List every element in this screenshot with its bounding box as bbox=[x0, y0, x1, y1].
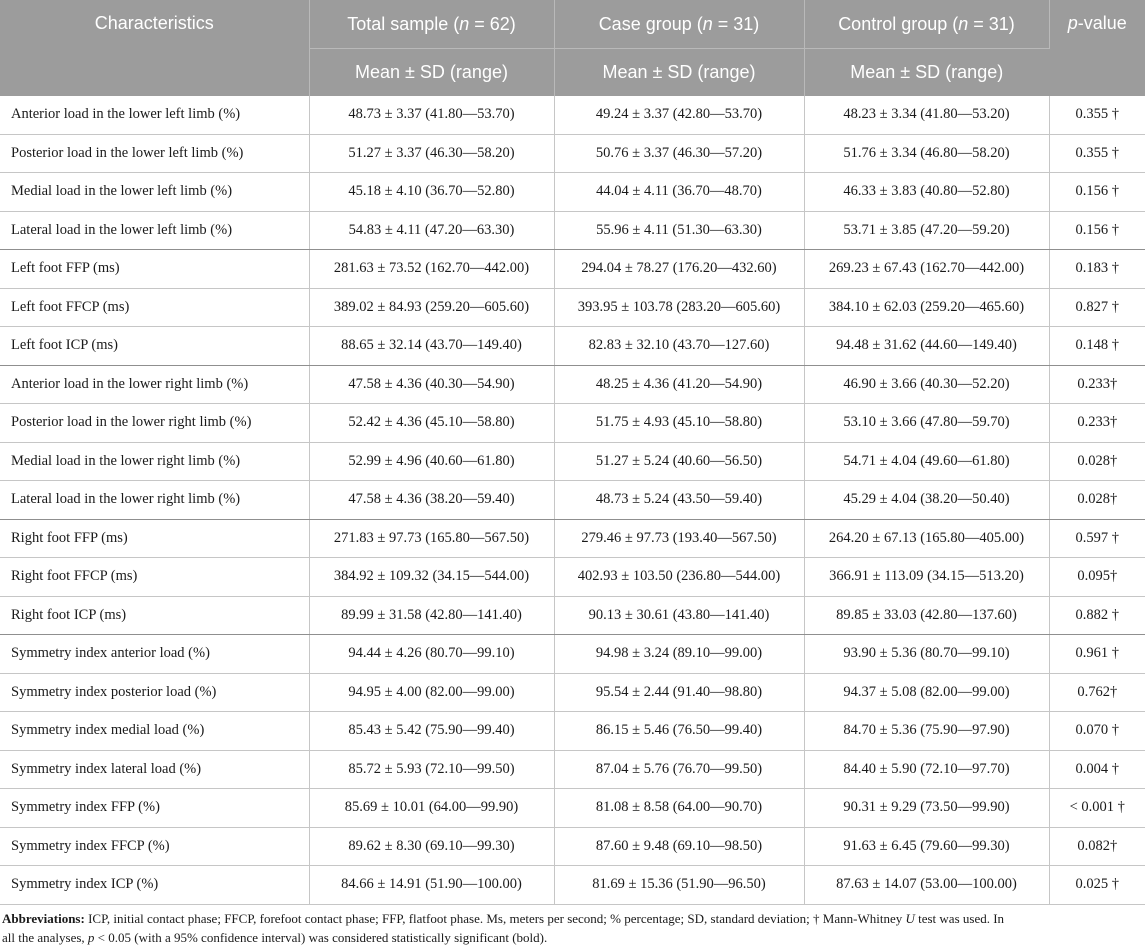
table-row bbox=[0, 558, 1145, 597]
cell-case: 402.93 ± 103.50 (236.80—544.00) bbox=[554, 558, 804, 597]
cell-control: 46.90 ± 3.66 (40.30—52.20) bbox=[804, 365, 1049, 404]
cell-total: 45.18 ± 4.10 (36.70—52.80) bbox=[309, 173, 554, 212]
cell-control: 264.20 ± 67.13 (165.80—405.00) bbox=[804, 519, 1049, 558]
cell-control: 54.71 ± 4.04 (49.60—61.80) bbox=[804, 442, 1049, 481]
cell-total: 281.63 ± 73.52 (162.70—442.00) bbox=[309, 250, 554, 289]
cell-case: 294.04 ± 78.27 (176.20—432.60) bbox=[554, 250, 804, 289]
cell-p-value: 0.156 † bbox=[1049, 211, 1145, 250]
cell-p-value: 0.762† bbox=[1049, 673, 1145, 712]
table-row bbox=[0, 673, 1145, 712]
table-header bbox=[0, 0, 1145, 96]
cell-case: 94.98 ± 3.24 (89.10—99.00) bbox=[554, 635, 804, 674]
table-row bbox=[0, 173, 1145, 212]
cell-control: 84.70 ± 5.36 (75.90—97.90) bbox=[804, 712, 1049, 751]
cell-control: 46.33 ± 3.83 (40.80—52.80) bbox=[804, 173, 1049, 212]
table-row bbox=[0, 442, 1145, 481]
cell-p-value: 0.355 † bbox=[1049, 134, 1145, 173]
cell-total: 89.62 ± 8.30 (69.10—99.30) bbox=[309, 827, 554, 866]
row-label: Left foot ICP (ms) bbox=[0, 327, 309, 366]
cell-p-value: < 0.001 † bbox=[1049, 789, 1145, 828]
cell-control: 51.76 ± 3.34 (46.80—58.20) bbox=[804, 134, 1049, 173]
cell-p-value: 0.597 † bbox=[1049, 519, 1145, 558]
table-row bbox=[0, 288, 1145, 327]
cell-p-value: 0.148 † bbox=[1049, 327, 1145, 366]
cell-control: 94.48 ± 31.62 (44.60—149.40) bbox=[804, 327, 1049, 366]
subheader-case: Mean ± SD (range) bbox=[554, 49, 804, 97]
table-row bbox=[0, 827, 1145, 866]
cell-total: 94.44 ± 4.26 (80.70—99.10) bbox=[309, 635, 554, 674]
row-label: Symmetry index FFP (%) bbox=[0, 789, 309, 828]
cell-total: 51.27 ± 3.37 (46.30—58.20) bbox=[309, 134, 554, 173]
table-row bbox=[0, 96, 1145, 134]
subheader-total: Mean ± SD (range) bbox=[309, 49, 554, 97]
cell-p-value: 0.827 † bbox=[1049, 288, 1145, 327]
cell-case: 95.54 ± 2.44 (91.40—98.80) bbox=[554, 673, 804, 712]
cell-total: 85.72 ± 5.93 (72.10—99.50) bbox=[309, 750, 554, 789]
table-row bbox=[0, 404, 1145, 443]
cell-total: 84.66 ± 14.91 (51.90—100.00) bbox=[309, 866, 554, 905]
table-row bbox=[0, 365, 1145, 404]
cell-p-value: 0.028† bbox=[1049, 442, 1145, 481]
cell-total: 47.58 ± 4.36 (38.20—59.40) bbox=[309, 481, 554, 520]
table-row bbox=[0, 750, 1145, 789]
cell-case: 44.04 ± 4.11 (36.70—48.70) bbox=[554, 173, 804, 212]
cell-total: 85.43 ± 5.42 (75.90—99.40) bbox=[309, 712, 554, 751]
cell-p-value: 0.070 † bbox=[1049, 712, 1145, 751]
row-label: Symmetry index lateral load (%) bbox=[0, 750, 309, 789]
header-characteristics: Characteristics bbox=[0, 0, 309, 96]
cell-case: 86.15 ± 5.46 (76.50—99.40) bbox=[554, 712, 804, 751]
row-label: Symmetry index medial load (%) bbox=[0, 712, 309, 751]
table-row bbox=[0, 481, 1145, 520]
row-label: Right foot FFCP (ms) bbox=[0, 558, 309, 597]
cell-case: 393.95 ± 103.78 (283.20—605.60) bbox=[554, 288, 804, 327]
table-body bbox=[0, 96, 1145, 904]
row-label: Symmetry index posterior load (%) bbox=[0, 673, 309, 712]
cell-p-value: 0.961 † bbox=[1049, 635, 1145, 674]
table-row bbox=[0, 211, 1145, 250]
row-label: Left foot FFP (ms) bbox=[0, 250, 309, 289]
table-row bbox=[0, 596, 1145, 635]
cell-control: 90.31 ± 9.29 (73.50—99.90) bbox=[804, 789, 1049, 828]
header-total-sample: Total sample (n = 62) bbox=[309, 0, 554, 49]
table-row bbox=[0, 635, 1145, 674]
cell-p-value: 0.156 † bbox=[1049, 173, 1145, 212]
table-row bbox=[0, 789, 1145, 828]
row-label: Right foot FFP (ms) bbox=[0, 519, 309, 558]
cell-control: 91.63 ± 6.45 (79.60—99.30) bbox=[804, 827, 1049, 866]
header-control-group: Control group (n = 31) bbox=[804, 0, 1049, 49]
cell-total: 88.65 ± 32.14 (43.70—149.40) bbox=[309, 327, 554, 366]
cell-total: 89.99 ± 31.58 (42.80—141.40) bbox=[309, 596, 554, 635]
row-label: Right foot ICP (ms) bbox=[0, 596, 309, 635]
cell-p-value: 0.233† bbox=[1049, 365, 1145, 404]
cell-case: 51.27 ± 5.24 (40.60—56.50) bbox=[554, 442, 804, 481]
cell-case: 81.69 ± 15.36 (51.90—96.50) bbox=[554, 866, 804, 905]
table-footnote: Abbreviations: ICP, initial contact phase; FFCP, forefoot contact phase; FFP, flatfoot phase. Ms, meters per second; % percentage; SD, standard deviation; † Mann-Whitney U test was used. In all the analyses, p < 0.05 (with a 95% confidence interval) was considered statistically significant (bold). bbox=[2, 911, 1005, 945]
cell-p-value: 0.355 † bbox=[1049, 96, 1145, 134]
cell-case: 90.13 ± 30.61 (43.80—141.40) bbox=[554, 596, 804, 635]
cell-total: 85.69 ± 10.01 (64.00—99.90) bbox=[309, 789, 554, 828]
cell-total: 54.83 ± 4.11 (47.20—63.30) bbox=[309, 211, 554, 250]
table-row bbox=[0, 712, 1145, 751]
row-label: Anterior load in the lower right limb (%) bbox=[0, 365, 309, 404]
cell-total: 271.83 ± 97.73 (165.80—567.50) bbox=[309, 519, 554, 558]
subheader-control: Mean ± SD (range) bbox=[804, 49, 1049, 97]
header-p-value: p-value bbox=[1049, 0, 1145, 96]
cell-total: 384.92 ± 109.32 (34.15—544.00) bbox=[309, 558, 554, 597]
row-label: Symmetry index ICP (%) bbox=[0, 866, 309, 905]
cell-case: 55.96 ± 4.11 (51.30—63.30) bbox=[554, 211, 804, 250]
cell-p-value: 0.233† bbox=[1049, 404, 1145, 443]
cell-p-value: 0.028† bbox=[1049, 481, 1145, 520]
row-label: Symmetry index FFCP (%) bbox=[0, 827, 309, 866]
table-row bbox=[0, 866, 1145, 905]
cell-p-value: 0.882 † bbox=[1049, 596, 1145, 635]
cell-total: 389.02 ± 84.93 (259.20—605.60) bbox=[309, 288, 554, 327]
cell-control: 93.90 ± 5.36 (80.70—99.10) bbox=[804, 635, 1049, 674]
table-row bbox=[0, 519, 1145, 558]
cell-case: 48.73 ± 5.24 (43.50—59.40) bbox=[554, 481, 804, 520]
footnote-abbrev-label: Abbreviations: bbox=[2, 911, 85, 926]
cell-case: 87.04 ± 5.76 (76.70—99.50) bbox=[554, 750, 804, 789]
cell-case: 82.83 ± 32.10 (43.70—127.60) bbox=[554, 327, 804, 366]
cell-total: 48.73 ± 3.37 (41.80—53.70) bbox=[309, 96, 554, 134]
cell-control: 269.23 ± 67.43 (162.70—442.00) bbox=[804, 250, 1049, 289]
cell-case: 87.60 ± 9.48 (69.10—98.50) bbox=[554, 827, 804, 866]
row-label: Lateral load in the lower left limb (%) bbox=[0, 211, 309, 250]
row-label: Medial load in the lower right limb (%) bbox=[0, 442, 309, 481]
row-label: Anterior load in the lower left limb (%) bbox=[0, 96, 309, 134]
cell-control: 53.10 ± 3.66 (47.80—59.70) bbox=[804, 404, 1049, 443]
cell-total: 52.99 ± 4.96 (40.60—61.80) bbox=[309, 442, 554, 481]
row-label: Lateral load in the lower right limb (%) bbox=[0, 481, 309, 520]
cell-p-value: 0.025 † bbox=[1049, 866, 1145, 905]
cell-control: 366.91 ± 113.09 (34.15—513.20) bbox=[804, 558, 1049, 597]
row-label: Medial load in the lower left limb (%) bbox=[0, 173, 309, 212]
table-row bbox=[0, 134, 1145, 173]
cell-case: 279.46 ± 97.73 (193.40—567.50) bbox=[554, 519, 804, 558]
cell-control: 94.37 ± 5.08 (82.00—99.00) bbox=[804, 673, 1049, 712]
row-label: Posterior load in the lower left limb (%) bbox=[0, 134, 309, 173]
cell-total: 52.42 ± 4.36 (45.10—58.80) bbox=[309, 404, 554, 443]
cell-case: 81.08 ± 8.58 (64.00—90.70) bbox=[554, 789, 804, 828]
cell-control: 84.40 ± 5.90 (72.10—97.70) bbox=[804, 750, 1049, 789]
cell-control: 45.29 ± 4.04 (38.20—50.40) bbox=[804, 481, 1049, 520]
cell-case: 50.76 ± 3.37 (46.30—57.20) bbox=[554, 134, 804, 173]
cell-control: 53.71 ± 3.85 (47.20—59.20) bbox=[804, 211, 1049, 250]
cell-total: 47.58 ± 4.36 (40.30—54.90) bbox=[309, 365, 554, 404]
cell-case: 51.75 ± 4.93 (45.10—58.80) bbox=[554, 404, 804, 443]
cell-p-value: 0.082† bbox=[1049, 827, 1145, 866]
table-row bbox=[0, 327, 1145, 366]
row-label: Left foot FFCP (ms) bbox=[0, 288, 309, 327]
cell-p-value: 0.183 † bbox=[1049, 250, 1145, 289]
cell-p-value: 0.095† bbox=[1049, 558, 1145, 597]
cell-control: 48.23 ± 3.34 (41.80—53.20) bbox=[804, 96, 1049, 134]
cell-control: 87.63 ± 14.07 (53.00—100.00) bbox=[804, 866, 1049, 905]
row-label: Posterior load in the lower right limb (%) bbox=[0, 404, 309, 443]
table-row bbox=[0, 250, 1145, 289]
cell-case: 49.24 ± 3.37 (42.80—53.70) bbox=[554, 96, 804, 134]
cell-case: 48.25 ± 4.36 (41.20—54.90) bbox=[554, 365, 804, 404]
cell-p-value: 0.004 † bbox=[1049, 750, 1145, 789]
header-case-group: Case group (n = 31) bbox=[554, 0, 804, 49]
cell-total: 94.95 ± 4.00 (82.00—99.00) bbox=[309, 673, 554, 712]
row-label: Symmetry index anterior load (%) bbox=[0, 635, 309, 674]
cell-control: 89.85 ± 33.03 (42.80—137.60) bbox=[804, 596, 1049, 635]
cell-control: 384.10 ± 62.03 (259.20—465.60) bbox=[804, 288, 1049, 327]
